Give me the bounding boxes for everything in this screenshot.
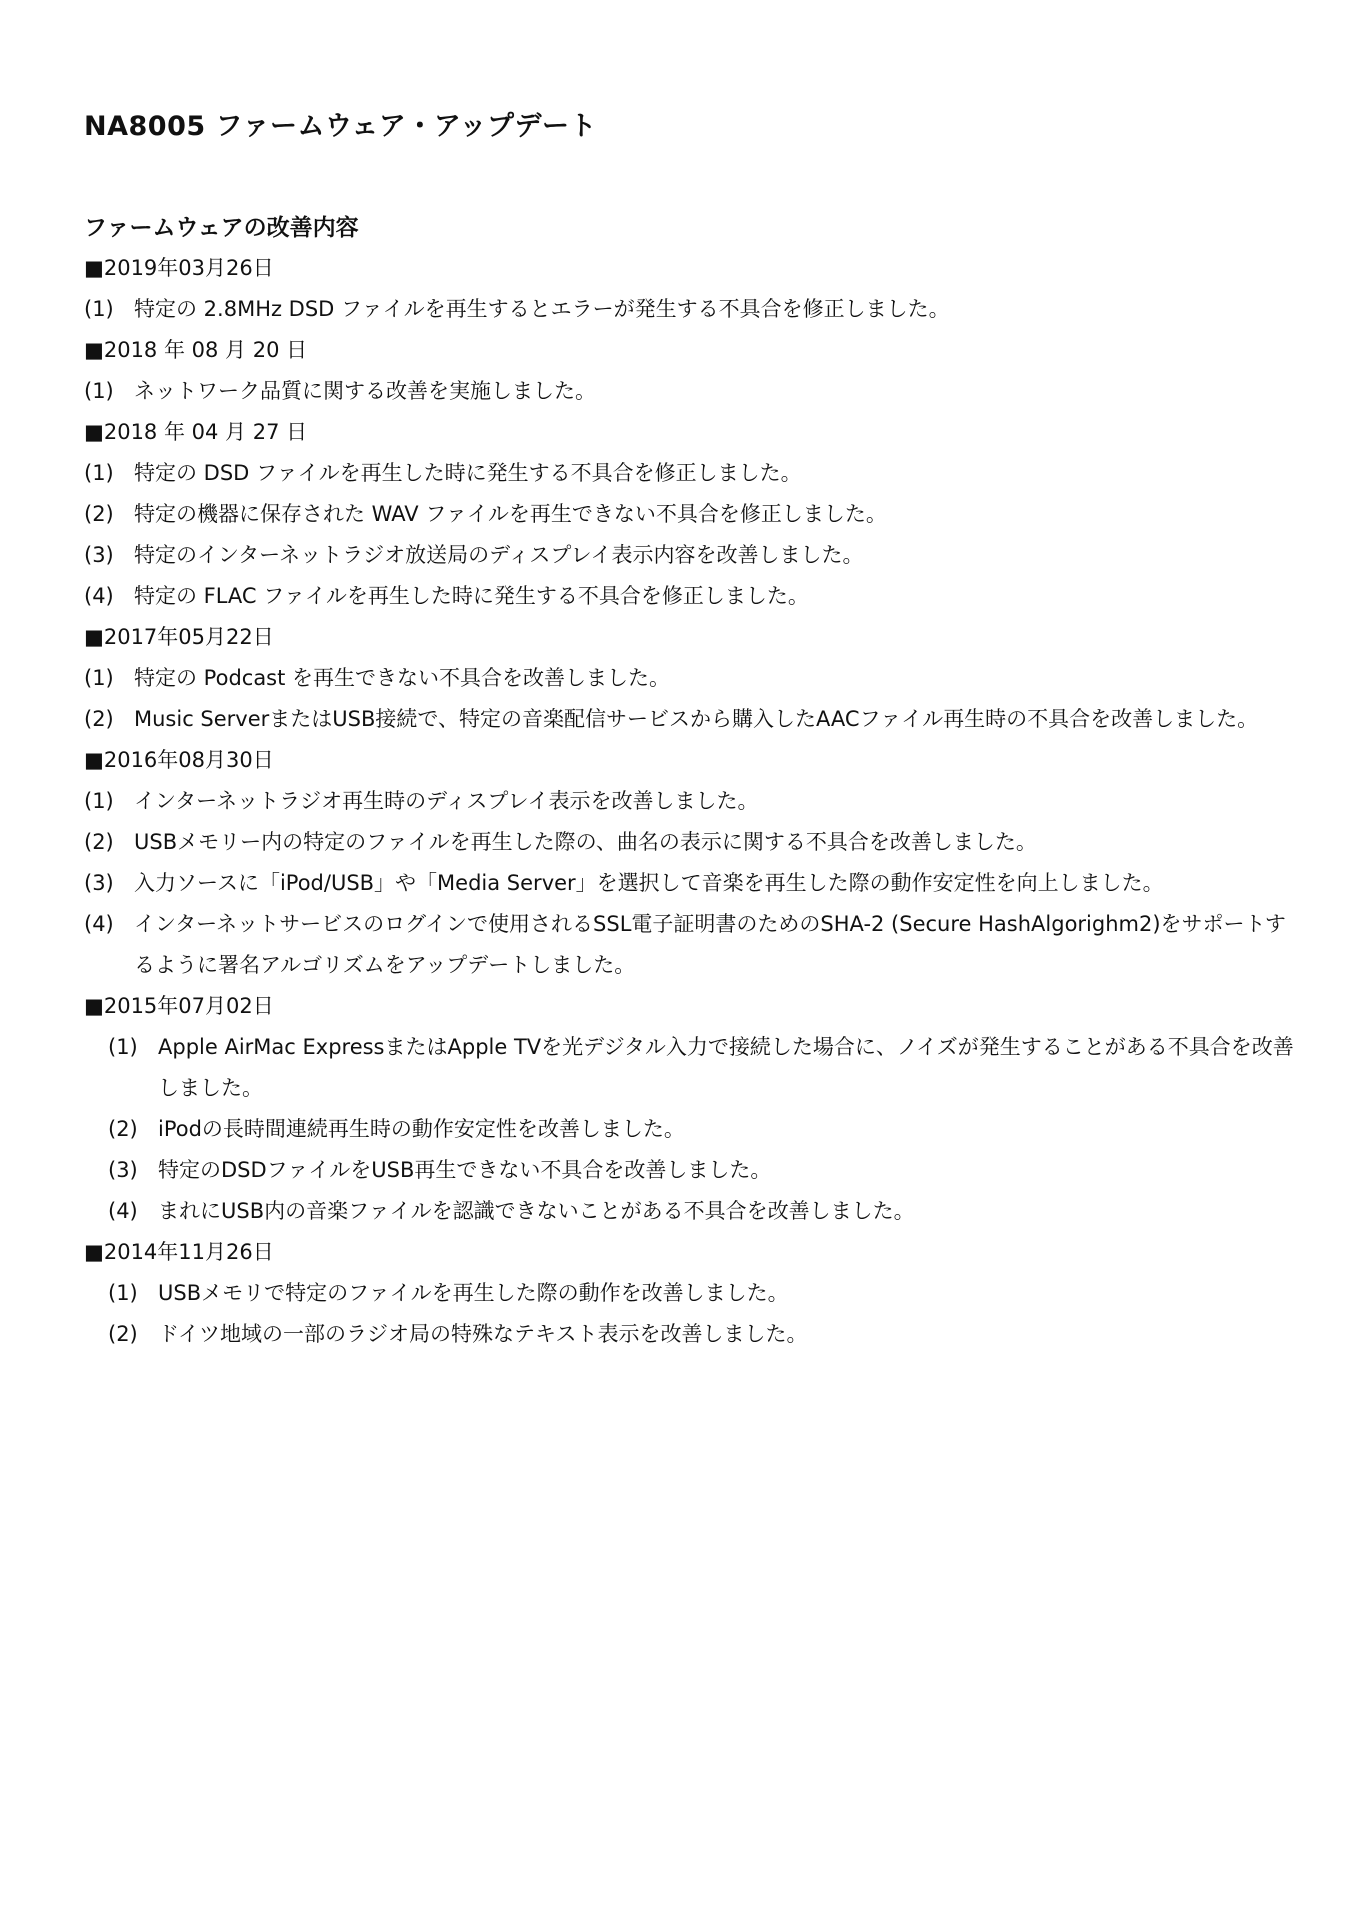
change-list [84,371,1304,412]
document-title: NA8005 ファームウェア・アップデート [84,111,598,142]
change-item [84,1027,1304,1109]
update-entry [84,412,1304,617]
change-item-text: 特定の機器に保存された WAV ファイルを再生できない不具合を修正しました。 [134,502,887,526]
change-item [84,453,1304,494]
change-list [84,1027,1304,1232]
change-item-text: 特定の Podcast を再生できない不具合を改善しました。 [134,666,671,690]
change-item [84,1109,1304,1150]
change-item-text: 入力ソースに「iPod/USB」や「Media Server」を選択して音楽を再生した際の動作安定性を向上しました。 [134,871,1164,895]
change-item-number: (3) [84,543,114,567]
change-item [84,1150,1304,1191]
change-item-number: (4) [84,912,114,936]
change-item [84,535,1304,576]
change-item-number: (2) [84,830,114,854]
change-item-number: (3) [84,871,114,895]
change-list [84,658,1304,740]
change-list [84,453,1304,617]
change-item-text: 特定のDSDファイルをUSB再生できない不具合を改善しました。 [158,1158,772,1182]
change-item [84,289,1304,330]
change-item-number: (2) [108,1322,138,1346]
change-item-number: (2) [84,502,114,526]
change-item-text: ドイツ地域の一部のラジオ局の特殊なテキスト表示を改善しました。 [158,1322,808,1346]
change-item-number: (4) [108,1199,138,1223]
update-entry [84,248,1304,330]
update-date: ■2018 年 08 月 20 日 [84,338,308,362]
update-entry [84,617,1304,740]
change-item [84,494,1304,535]
update-date: ■2018 年 04 月 27 日 [84,420,308,444]
update-date: ■2014年11月26日 [84,1240,274,1264]
change-item [84,781,1304,822]
change-item-text: 特定の 2.8MHz DSD ファイルを再生するとエラーが発生する不具合を修正しました。 [134,297,950,321]
change-item [84,1191,1304,1232]
change-item [84,576,1304,617]
change-list [84,1273,1304,1355]
change-item [84,1314,1304,1355]
change-item-number: (4) [84,584,114,608]
change-item-number: (1) [108,1035,138,1059]
change-item [84,904,1304,986]
change-item [84,822,1304,863]
change-item-text: USBメモリで特定のファイルを再生した際の動作を改善しました。 [158,1281,789,1305]
update-date: ■2019年03月26日 [84,256,274,280]
change-item-number: (2) [108,1117,138,1141]
change-item-text: USBメモリー内の特定のファイルを再生した際の、曲名の表示に関する不具合を改善しました。 [134,830,1037,854]
change-item [84,1273,1304,1314]
update-date: ■2015年07月02日 [84,994,274,1018]
update-entry [84,986,1304,1232]
change-item-number: (1) [84,789,114,813]
change-item-number: (2) [84,707,114,731]
change-item-number: (1) [84,666,114,690]
change-item-number: (1) [108,1281,138,1305]
change-item-number: (1) [84,297,114,321]
update-entry [84,740,1304,986]
change-item-text: ネットワーク品質に関する改善を実施しました。 [134,379,596,403]
change-list [84,289,1304,330]
change-item-text: Apple AirMac ExpressまたはApple TVを光デジタル入力で接続した場合に、ノイズが発生することがある不具合を改善しました。 [158,1035,1294,1100]
firmware-changelog [84,208,1304,1355]
change-item-number: (1) [84,461,114,485]
change-item-text: iPodの長時間連続再生時の動作安定性を改善しました。 [158,1117,685,1141]
change-item-text: Music ServerまたはUSB接続で、特定の音楽配信サービスから購入したAACファイル再生時の不具合を改善しました。 [134,707,1259,731]
change-item-text: 特定の DSD ファイルを再生した時に発生する不具合を修正しました。 [134,461,802,485]
change-item-text: インターネットラジオ再生時のディスプレイ表示を改善しました。 [134,789,759,813]
update-date: ■2016年08月30日 [84,748,274,772]
update-entry [84,1232,1304,1355]
change-list [84,781,1304,986]
change-item-number: (3) [108,1158,138,1182]
section-title: ファームウェアの改善内容 [84,215,359,241]
update-entry [84,330,1304,412]
change-item [84,371,1304,412]
change-item-text: 特定の FLAC ファイルを再生した時に発生する不具合を修正しました。 [134,584,809,608]
change-item [84,658,1304,699]
change-item-text: インターネットサービスのログインで使用されるSSL電子証明書のためのSHA-2 (Secure HashAlgorighm2)をサポートするように署名アルゴリズムをアップデートしました。 [134,912,1286,977]
change-item-text: まれにUSB内の音楽ファイルを認識できないことがある不具合を改善しました。 [158,1199,915,1223]
change-item-text: 特定のインターネットラジオ放送局のディスプレイ表示内容を改善しました。 [134,543,864,567]
update-entries [84,248,1304,1355]
update-date: ■2017年05月22日 [84,625,274,649]
change-item [84,863,1304,904]
change-item-number: (1) [84,379,114,403]
change-item [84,699,1304,740]
